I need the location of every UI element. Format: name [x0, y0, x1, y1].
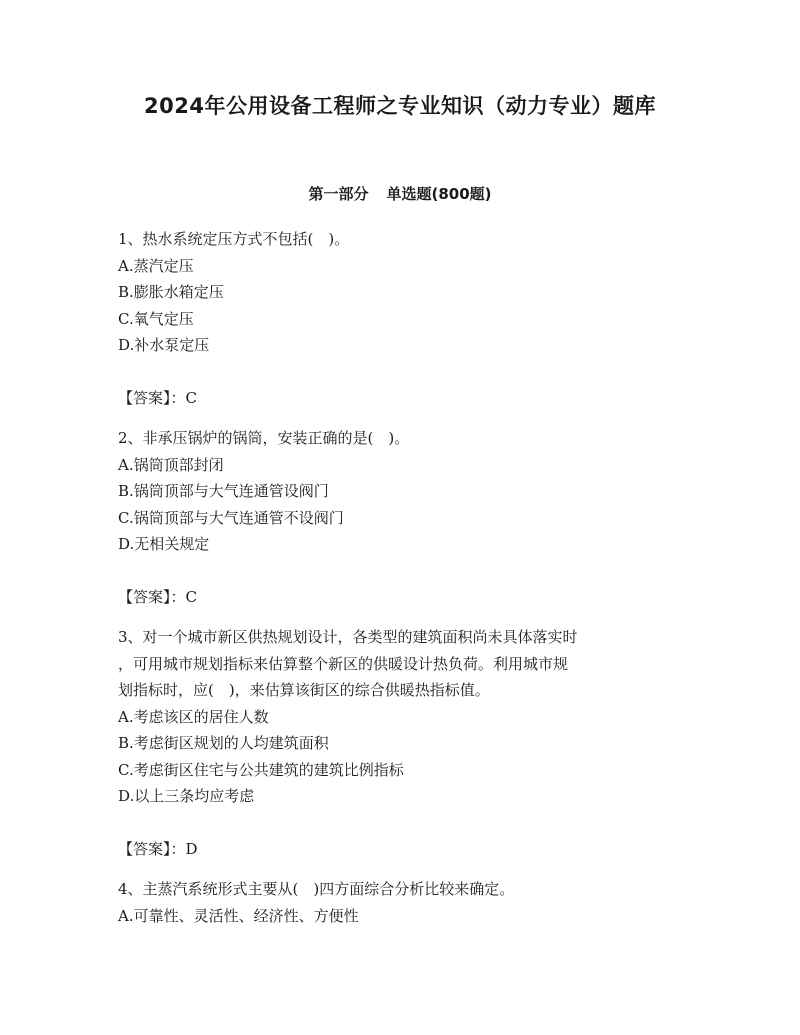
- question-stem: 1、热水系统定压方式不包括( )。: [118, 230, 350, 248]
- option-a: A.锅筒顶部封闭: [118, 455, 224, 474]
- section-name: 单选题(800题): [386, 185, 492, 203]
- option-d: D.无相关规定: [118, 535, 210, 553]
- option-a: A.考虑该区的居住人数: [118, 707, 269, 726]
- question-3: [118, 624, 688, 810]
- question-stem: 2、非承压锅炉的锅筒，安装正确的是( )。: [118, 429, 410, 447]
- question-stem-line-1: 3、对一个城市新区供热规划设计，各类型的建筑面积尚未具体落实时: [118, 628, 578, 646]
- answer-2: [118, 584, 688, 611]
- question-stem-line-3: 划指标时，应( )，来估算该街区的综合供暖热指标值。: [118, 681, 490, 699]
- answer-label: 【答案】：: [118, 388, 186, 407]
- option-b: B.考虑街区规划的人均建筑面积: [118, 734, 329, 752]
- option-c: C.氧气定压: [118, 309, 194, 328]
- answer-value: D: [185, 839, 198, 858]
- option-a: A.可靠性、灵活性、经济性、方便性: [118, 906, 359, 925]
- question-2: [118, 425, 688, 558]
- answer-value: C: [185, 587, 197, 606]
- question-stem-line-2: ，可用城市规划指标来估算整个新区的供暖设计热负荷。利用城市规: [118, 654, 569, 673]
- question-list: [118, 226, 688, 929]
- option-d: D.补水泵定压: [118, 336, 210, 354]
- answer-value: C: [185, 388, 197, 407]
- page-title: 2024年公用设备工程师之专业知识（动力专业）题库: [144, 94, 656, 118]
- question-4: [118, 876, 688, 929]
- section-part: 第一部分: [308, 185, 369, 203]
- question-stem: 4、主蒸汽系统形式主要从( )四方面综合分析比较来确定。: [118, 880, 515, 898]
- answer-3: [118, 836, 688, 863]
- option-c: C.锅筒顶部与大气连通管不设阀门: [118, 508, 344, 527]
- option-a: A.蒸汽定压: [118, 256, 194, 275]
- option-b: B.膨胀水箱定压: [118, 283, 224, 301]
- answer-label: 【答案】：: [118, 587, 186, 606]
- question-1: [118, 226, 688, 359]
- section-title: [0, 183, 800, 204]
- option-c: C.考虑街区住宅与公共建筑的建筑比例指标: [118, 760, 404, 779]
- option-b: B.锅筒顶部与大气连通管设阀门: [118, 482, 329, 500]
- answer-1: [118, 385, 688, 412]
- answer-label: 【答案】：: [118, 839, 186, 858]
- option-d: D.以上三条均应考虑: [118, 787, 255, 805]
